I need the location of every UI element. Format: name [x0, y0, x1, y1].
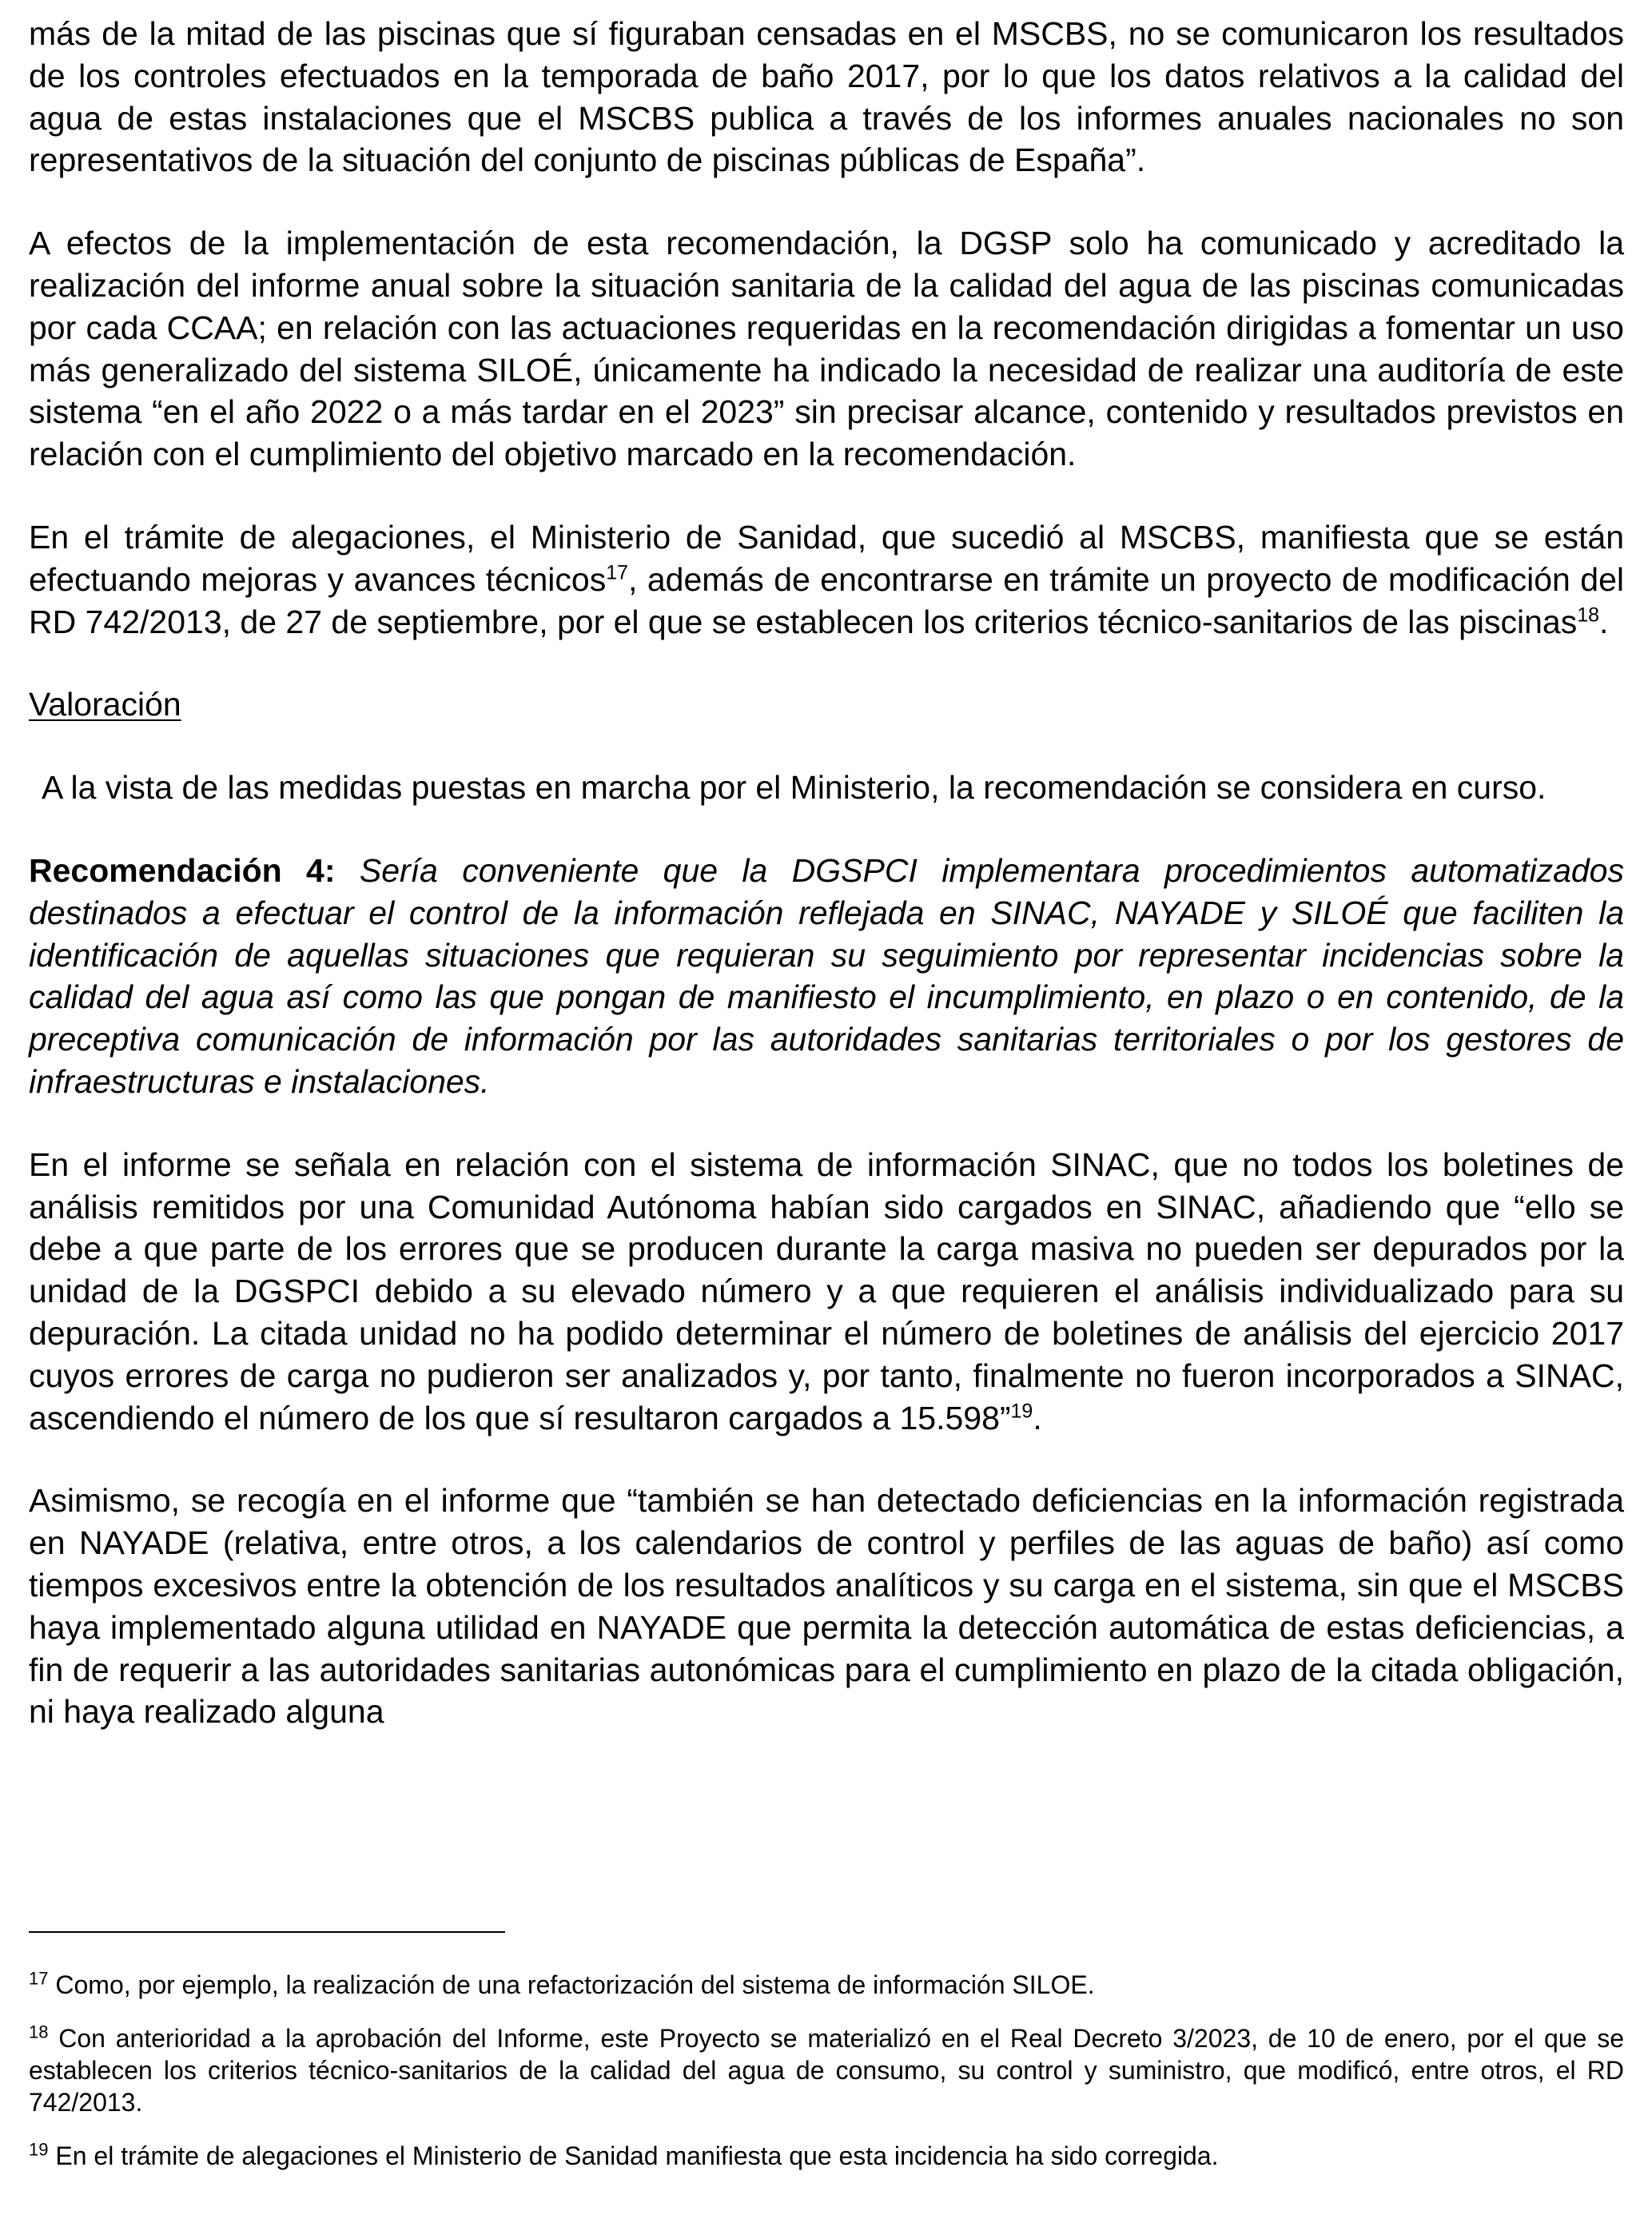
footnote-19 [29, 2140, 1624, 2172]
alegaciones-text-3: . [1599, 603, 1609, 640]
sinac-text-end: . [1033, 1399, 1042, 1436]
footnote-separator [29, 1931, 505, 1933]
document-body [29, 13, 1624, 1733]
recommendation-4-label: Recomendación 4: [29, 851, 336, 889]
sinac-text: En el informe se señala en relación con el sistema de información SINAC, que no todos los boletines de análisis remitidos por una Comunidad Autónoma habían sido cargados en SINAC, añadiendo que “ello se debe a que parte de los errores que se producen durante la carga masiva no pueden ser depurados por la unidad de la DGSPCI debido a su elevado número y a que requieren el análisis individualizado para su depuración. La citada unidad no ha podido determinar el número de boletines de análisis del ejercicio 2017 cuyos errores de carga no pudieron ser analizados y, por tanto, finalmente no fueron incorporados a SINAC, ascendiendo el número de los que sí resultaron cargados a 15.598” [29, 1145, 1624, 1436]
recommendation-4 [29, 850, 1624, 1103]
recommendation-4-text: Sería conveniente que la DGSPCI implementara procedimientos automatizados destinados a efectuar el control de la información reflejada en SINAC, NAYADE y SILOÉ que faciliten la identificación de aquellas situaciones que requieran su seguimiento por representar incidencias sobre la calidad del agua así como las que pongan de manifiesto el incumplimiento, en plazo o en contenido, de la preceptiva comunicación de información por las autoridades sanitarias territoriales o por los gestores de infraestructuras e instalaciones. [29, 851, 1624, 1100]
paragraph-sinac [29, 1144, 1624, 1440]
footnote-18-number: 18 [29, 2022, 49, 2042]
footnote-18 [29, 2022, 1624, 2118]
paragraph-implementation-dgsp: A efectos de la implementación de esta recomendación, la DGSP solo ha comunicado y acreditado la realización del informe anual sobre la situación sanitaria de la calidad del agua de las piscinas comunicadas por cada CCAA; en relación con las actuaciones requeridas en la recomendación dirigidas a fomentar un uso más generalizado del sistema SILOÉ, únicamente ha indicado la necesidad de realizar una auditoría de este sistema “en el año 2022 o a más tardar en el 2023” sin precisar alcance, contenido y resultados previstos en relación con el cumplimiento del objetivo marcado en la recomendación. [29, 225, 1624, 473]
footnote-19-number: 19 [29, 2139, 49, 2160]
footnote-ref-18[interactable]: 18 [1577, 603, 1600, 626]
alegaciones-text-2: , además de encontrarse en trámite un proyecto de modificación del RD 742/2013, de 27 de septiembre, por el que se establecen los criterios técnico-sanitarios de las piscinas [29, 560, 1624, 640]
footnote-ref-17[interactable]: 17 [606, 561, 629, 584]
paragraph-alegaciones [29, 516, 1624, 643]
footnote-ref-19[interactable]: 19 [1010, 1399, 1033, 1422]
paragraph-nayade: Asimismo, se recogía en el informe que “también se han detectado deficiencias en la información registrada en NAYADE (relativa, entre otros, a los calendarios de control y perfiles de las aguas de baño) así como tiempos excesivos entre la obtención de los resultados analíticos y su carga en el sistema, sin que el MSCBS haya implementado alguna utilidad en NAYADE que permita la detección automática de estas deficiencias, a fin de requerir a las autoridades sanitarias autonómicas para el cumplimiento en plazo de la citada obligación, ni haya realizado alguna [29, 1482, 1624, 1731]
valoracion-text: A la vista de las medidas puestas en marcha por el Ministerio, la recomendación se considera en curso. [42, 769, 1547, 807]
footnote-18-text: Con anterioridad a la aprobación del Informe, este Proyecto se materializó en el Real Decreto 3/2023, de 10 de enero, por el que se establecen los criterios técnico-sanitarios de la calidad del agua de consumo, su control y suministro, que modificó, entre otros, el RD 742/2013. [29, 2024, 1625, 2117]
footnote-17-text: Como, por ejemplo, la realización de una refactorización del sistema de información SILOE. [55, 1970, 1095, 1999]
footnote-17-number: 17 [29, 1968, 49, 1989]
alegaciones-text-1: En el trámite de alegaciones, el Ministerio de Sanidad, que sucedió al MSCBS, manifiesta que se están efectuando mejoras y avances técnicos [29, 518, 1624, 598]
paragraph-piscinas-continuation: más de la mitad de las piscinas que sí figuraban censadas en el MSCBS, no se comunicaron los resultados de los controles efectuados en la temporada de baño 2017, por lo que los datos relativos a la calidad del agua de estas instalaciones que el MSCBS publica a través de los informes anuales nacionales no son representativos de la situación del conjunto de piscinas públicas de España”. [29, 15, 1624, 179]
footnote-17 [29, 1969, 1624, 2001]
valoracion-heading: Valoración [29, 686, 181, 723]
footnotes-section [29, 1969, 1624, 2172]
footnote-19-text: En el trámite de alegaciones el Ministerio de Sanidad manifiesta que esta incidencia ha sido corregida. [55, 2141, 1219, 2170]
